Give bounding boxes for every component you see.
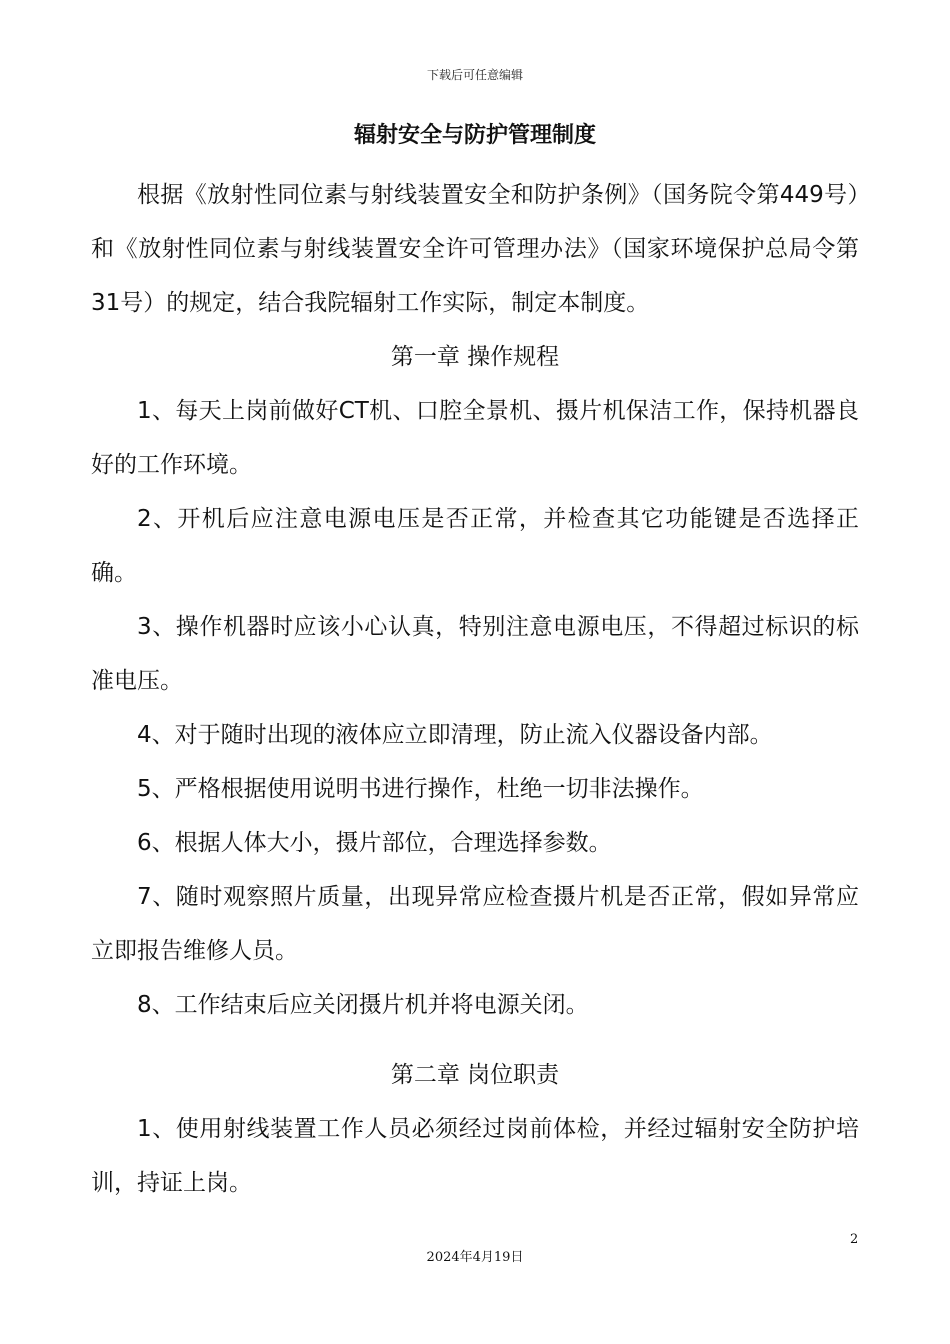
chapter-1-heading: 第一章 操作规程	[390, 344, 560, 370]
chapter-1-item: 1、每天上岗前做好CT机、口腔全景机、摄片机保洁工作，保持机器良好的工作环境。	[91, 398, 859, 478]
header-note: 下载后可任意编辑	[426, 68, 523, 82]
footer-date: 2024年4月19日	[426, 1250, 524, 1265]
chapter-1-item: 4、对于随时出现的液体应立即清理，防止流入仪器设备内部。	[137, 722, 773, 748]
chapter-1-item: 6、根据人体大小，摄片部位，合理选择参数。	[137, 830, 612, 856]
page-number: 2	[850, 1232, 859, 1247]
chapter-2-item: 1、使用射线装置工作人员必须经过岗前体检，并经过辐射安全防护培训，持证上岗。	[91, 1116, 859, 1196]
chapter-1-item: 8、工作结束后应关闭摄片机并将电源关闭。	[137, 992, 589, 1018]
chapter-1-item: 5、严格根据使用说明书进行操作，杜绝一切非法操作。	[137, 776, 704, 802]
chapter-1-item: 7、随时观察照片质量，出现异常应检查摄片机是否正常，假如异常应立即报告维修人员。	[91, 884, 859, 964]
intro-paragraph: 根据《放射性同位素与射线装置安全和防护条例》（国务院令第449号）和《放射性同位素与射线装置安全许可管理办法》（国家环境保护总局令第31号）的规定，结合我院辐射工作实际，制定本制度。	[91, 182, 859, 316]
section-gap	[91, 1032, 859, 1048]
chapter-2-heading: 第二章 岗位职责	[390, 1062, 560, 1088]
chapter-1-item: 3、操作机器时应该小心认真，特别注意电源电压，不得超过标识的标准电压。	[91, 614, 859, 694]
document-body	[91, 168, 859, 1210]
document-title: 辐射安全与防护管理制度	[353, 123, 596, 148]
chapter-1-item: 2、开机后应注意电源电压是否正常，并检查其它功能键是否选择正确。	[91, 506, 859, 586]
